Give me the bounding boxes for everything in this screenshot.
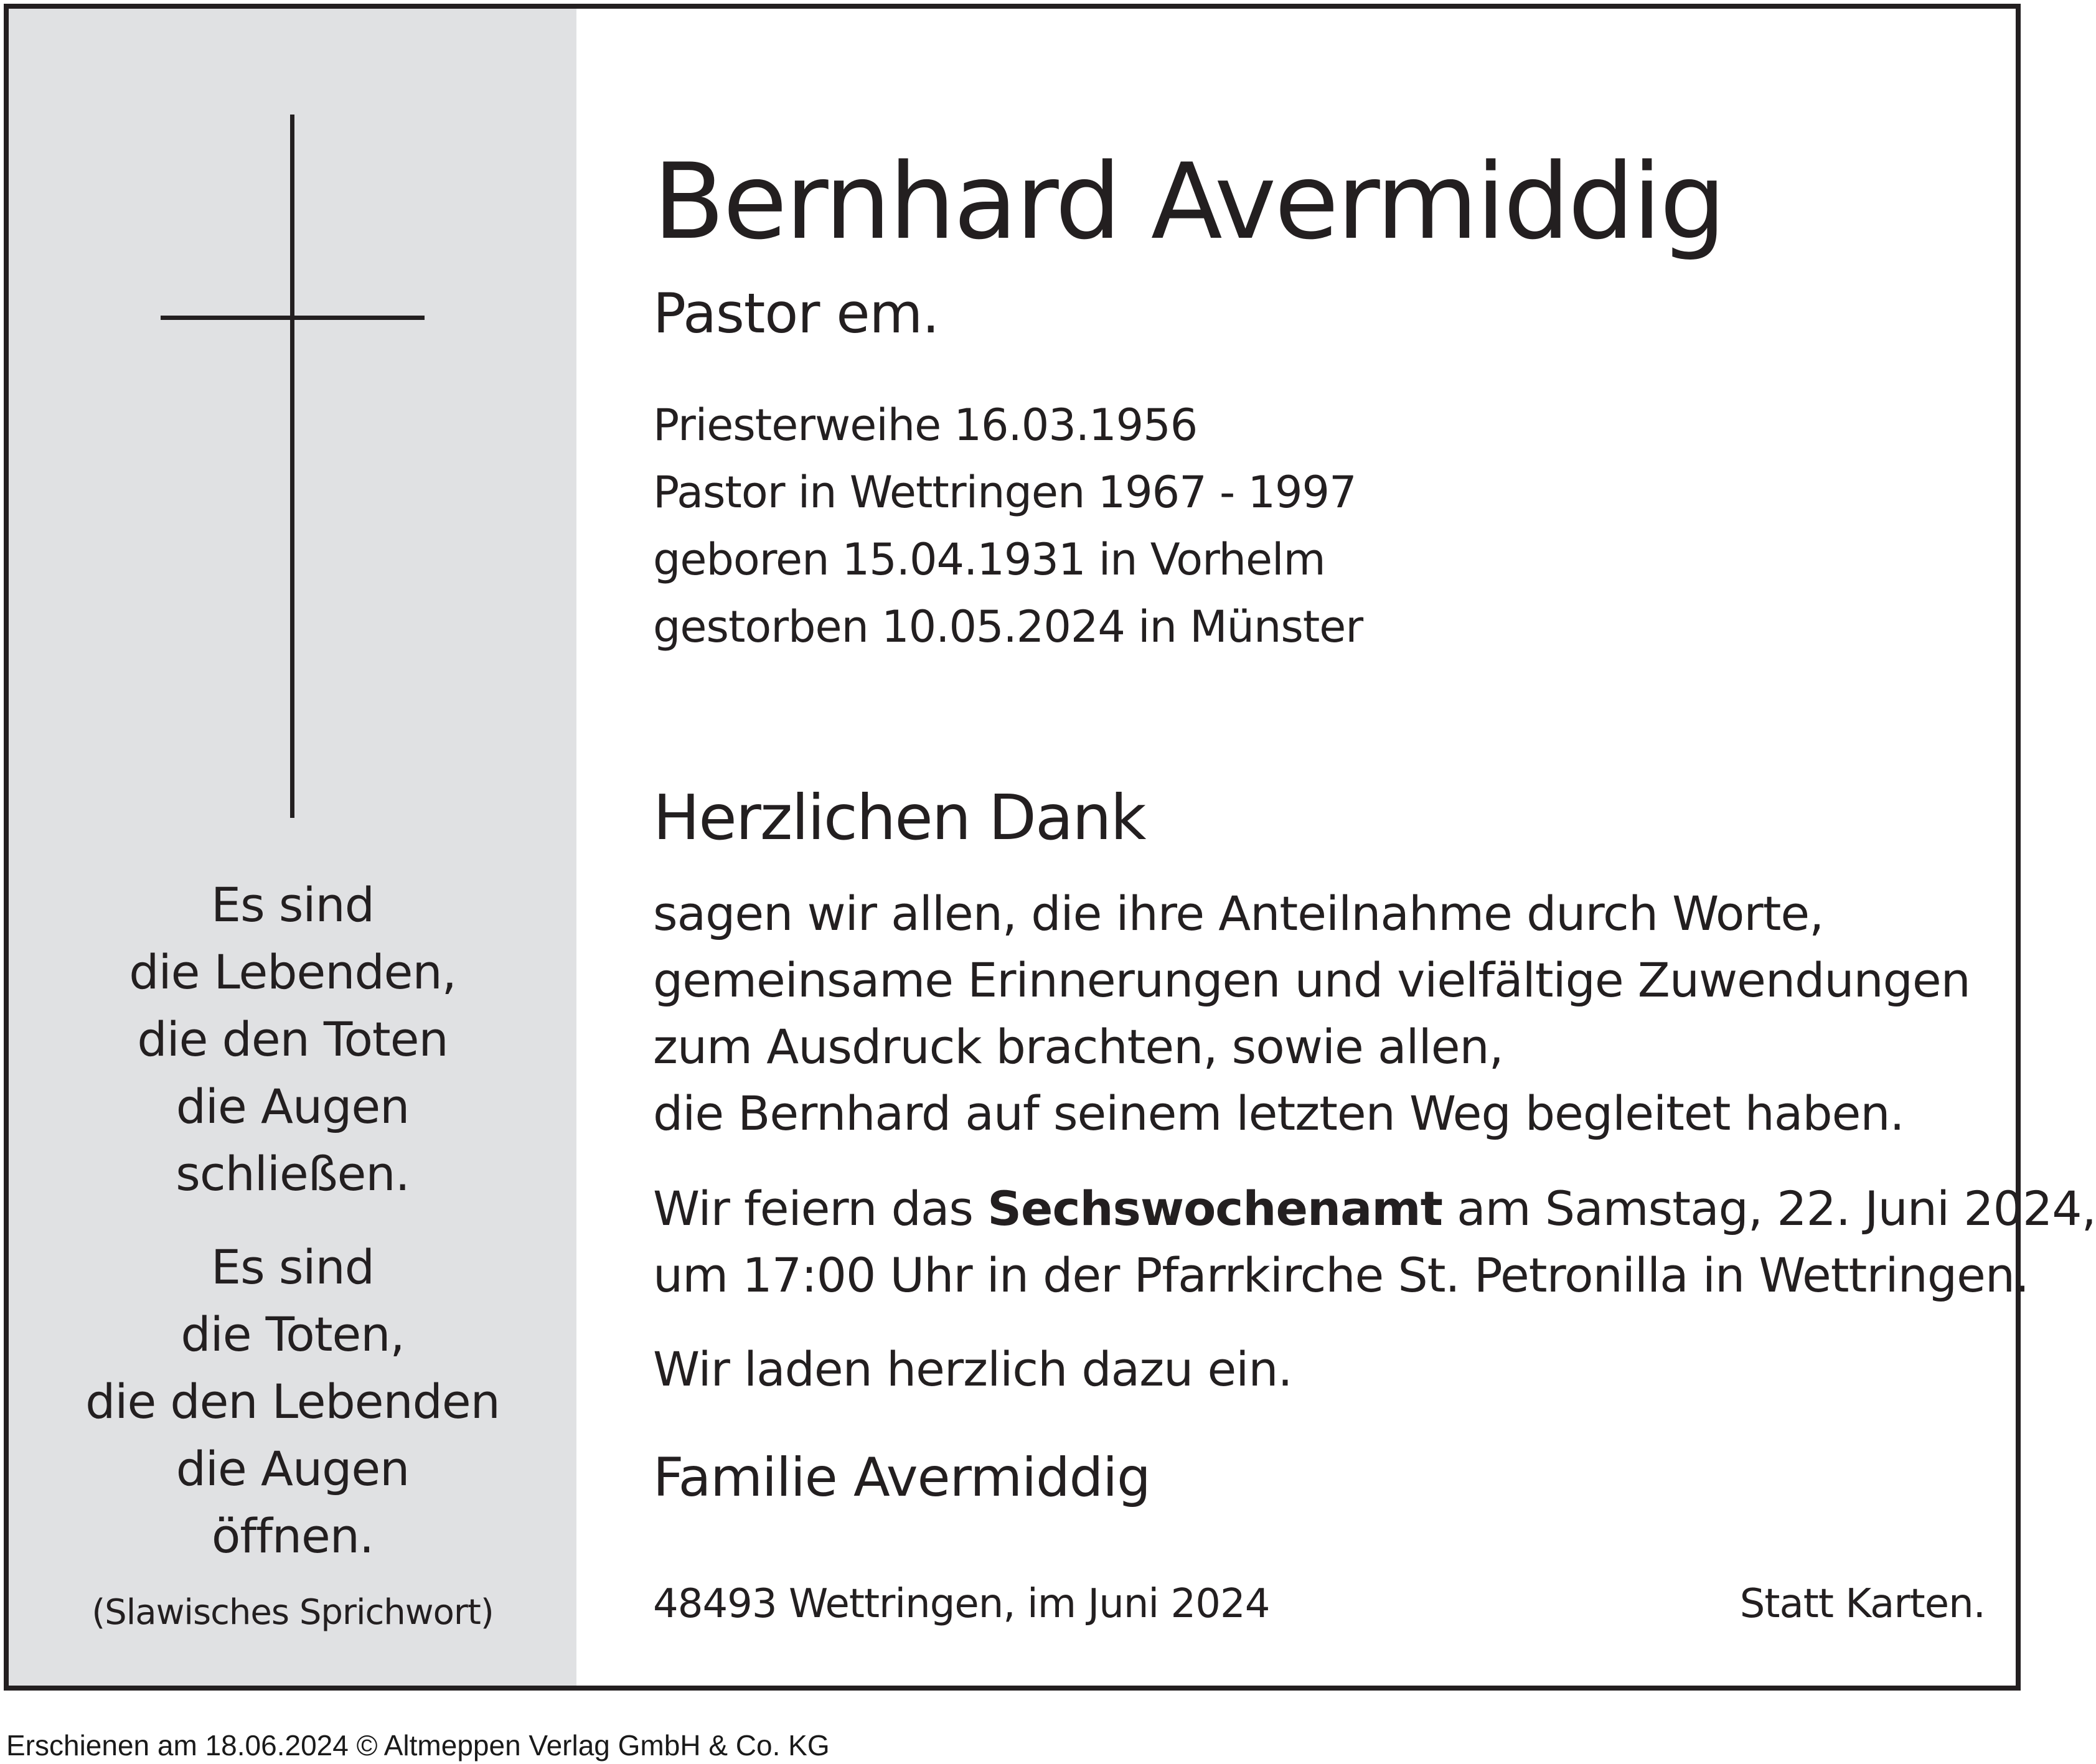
fact-line: geboren 15.04.1931 in Vorhelm bbox=[653, 534, 1325, 585]
cross-icon-vertical-beam bbox=[290, 115, 294, 818]
verse-line: die den Toten bbox=[137, 1011, 448, 1067]
service-text-after: am Samstag, 22. Juni 2024, bbox=[1442, 1181, 2096, 1236]
statt-karten-note: Statt Karten. bbox=[1739, 1581, 1985, 1627]
publication-footer: Erschienen am 18.06.2024 © Altmeppen Verlag GmbH & Co. KG bbox=[6, 1729, 830, 1762]
invitation-line: Wir laden herzlich dazu ein. bbox=[653, 1341, 1292, 1397]
service-line-2: um 17:00 Uhr in der Pfarrkirche St. Petronilla in Wettringen. bbox=[653, 1247, 2029, 1303]
biography-facts bbox=[653, 392, 1363, 660]
fact-line: Pastor in Wettringen 1967 - 1997 bbox=[653, 467, 1356, 518]
thanks-paragraph bbox=[653, 880, 1970, 1147]
thanks-line: zum Ausdruck brachten, sowie allen, bbox=[653, 1019, 1503, 1074]
cross-icon-horizontal-beam bbox=[161, 316, 425, 320]
verse-first-stanza bbox=[9, 871, 576, 1208]
verse-line: öffnen. bbox=[211, 1508, 374, 1564]
verse-line: schließen. bbox=[176, 1146, 410, 1201]
deceased-name: Bernhard Avermiddig bbox=[653, 141, 1724, 263]
thanks-line: die Bernhard auf seinem letzten Weg begleitet haben. bbox=[653, 1086, 1904, 1141]
verse-line: die Lebenden, bbox=[129, 944, 456, 1000]
service-line-1 bbox=[653, 1175, 2096, 1242]
place-date: 48493 Wettringen, im Juni 2024 bbox=[653, 1581, 1270, 1627]
verse-line: die Toten, bbox=[181, 1307, 405, 1362]
verse-line: Es sind bbox=[211, 1239, 374, 1295]
verse-line: die Augen bbox=[176, 1441, 410, 1496]
verse-line: die den Lebenden bbox=[85, 1374, 500, 1429]
thanks-line: sagen wir allen, die ihre Anteilnahme durch Worte, bbox=[653, 886, 1824, 941]
obituary-card bbox=[4, 4, 2096, 1691]
invitation-paragraph bbox=[653, 1336, 1292, 1402]
thanks-heading: Herzlichen Dank bbox=[653, 781, 1145, 854]
verse-line: Es sind bbox=[211, 877, 374, 932]
service-paragraph bbox=[653, 1175, 2096, 1308]
service-name: Sechswochenamt bbox=[987, 1181, 1442, 1236]
fact-line: Priesterweihe 16.03.1956 bbox=[653, 400, 1198, 451]
deceased-title: Pastor em. bbox=[653, 281, 939, 345]
family-signature: Familie Avermiddig bbox=[653, 1447, 1150, 1509]
service-text-before: Wir feiern das bbox=[653, 1181, 988, 1236]
fact-line: gestorben 10.05.2024 in Münster bbox=[653, 601, 1363, 652]
verse-line: die Augen bbox=[176, 1079, 410, 1134]
sidebar-panel bbox=[9, 9, 576, 1686]
verse-second-stanza bbox=[9, 1234, 576, 1570]
thanks-line: gemeinsame Erinnerungen und vielfältige Zuwendungen bbox=[653, 952, 1970, 1008]
proverb-attribution: (Slawisches Sprichwort) bbox=[92, 1592, 494, 1633]
